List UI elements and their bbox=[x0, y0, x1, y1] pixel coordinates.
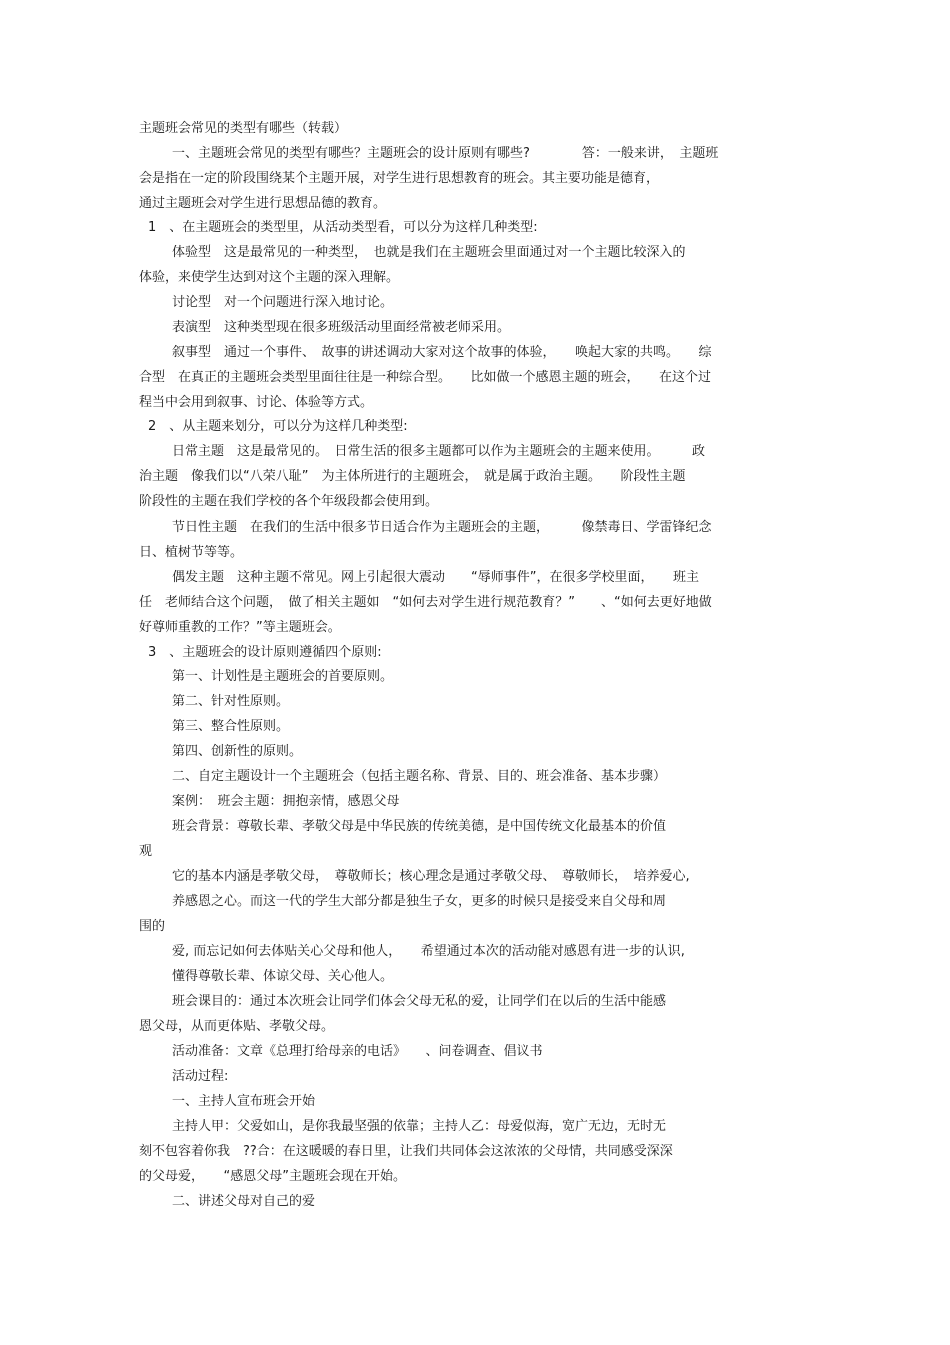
text-line: 案例： 班会主题：拥抱亲情，感恩父母 bbox=[172, 794, 400, 809]
text-line: 爱, 而忘记如何去体贴关心父母和他人， 希望通过本次的活动能对感恩有进一步的认识, bbox=[172, 944, 685, 959]
text-line: 体验，来使学生达到对这个主题的深入理解。 bbox=[139, 270, 400, 285]
text-line: 第一、计划性是主题班会的首要原则。 bbox=[172, 669, 394, 684]
text-line: 3 、主题班会的设计原则遵循四个原则: bbox=[148, 645, 382, 660]
text-line: 它的基本内涵是孝敬父母， 尊敬师长；核心理念是通过孝敬父母、 尊敬师长， 培养爱心, bbox=[172, 869, 690, 884]
text-line: 的父母爱， “感恩父母”主题班会现在开始。 bbox=[139, 1169, 406, 1184]
text-line: 活动过程: bbox=[172, 1069, 229, 1084]
text-line: 班会背景：尊敬长辈、孝敬父母是中华民族的传统美德，是中国传统文化最基本的价值 bbox=[172, 819, 667, 834]
text-line: 阶段性的主题在我们学校的各个年级段都会使用到。 bbox=[139, 494, 439, 509]
text-line: 讨论型 对一个问题进行深入地讨论。 bbox=[172, 295, 394, 310]
text-line: 围的 bbox=[139, 919, 166, 934]
text-line: 刻不包容着你我 ??合：在这暖暖的春日里，让我们共同体会这浓浓的父母情，共同感受深深 bbox=[139, 1144, 673, 1159]
text-line: 节日性主题 在我们的生活中很多节日适合作为主题班会的主题， 像禁毒日、学雷锋纪念 bbox=[172, 520, 712, 535]
text-line: 主持人甲：父爱如山，是你我最坚强的依靠；主持人乙：母爱似海，宽广无边，无时无 bbox=[172, 1119, 667, 1134]
text-line: 第二、针对性原则。 bbox=[172, 694, 290, 709]
text-line: 活动准备：文章《总理打给母亲的电话》 、问卷调查、倡议书 bbox=[172, 1044, 543, 1059]
text-line: 二、讲述父母对自己的爱 bbox=[172, 1194, 316, 1209]
text-line: 通过主题班会对学生进行思想品德的教育。 bbox=[139, 196, 387, 211]
text-line: 偶发主题 这种主题不常见。网上引起很大震动 “辱师事件”，在很多学校里面， 班主 bbox=[172, 570, 699, 585]
text-line: 第三、整合性原则。 bbox=[172, 719, 290, 734]
text-line: 观 bbox=[139, 844, 153, 859]
text-line: 恩父母，从而更体贴、孝敬父母。 bbox=[139, 1019, 335, 1034]
text-line: 1 、在主题班会的类型里，从活动类型看，可以分为这样几种类型: bbox=[148, 220, 538, 235]
text-line: 表演型 这种类型现在很多班级活动里面经常被老师采用。 bbox=[172, 320, 511, 335]
text-line: 二、自定主题设计一个主题班会（包括主题名称、背景、目的、班会准备、基本步骤） bbox=[172, 769, 667, 784]
text-line: 治主题 像我们以“八荣八耻” 为主体所进行的主题班会， 就是属于政治主题。 阶段性主题 bbox=[139, 469, 686, 484]
text-line: 2 、从主题来划分，可以分为这样几种类型: bbox=[148, 419, 408, 434]
text-line: 任 老师结合这个问题， 做了相关主题如 “如何去对学生进行规范教育？” 、“如何去更好地做 bbox=[139, 595, 712, 610]
text-line: 一、主题班会常见的类型有哪些？主题班会的设计原则有哪些? 答：一般来讲， 主题班 bbox=[172, 146, 719, 161]
text-line: 懂得尊敬长辈、体谅父母、关心他人。 bbox=[172, 969, 394, 984]
text-line: 会是指在一定的阶段围绕某个主题开展，对学生进行思想教育的班会。其主要功能是德育， bbox=[139, 171, 660, 186]
text-line: 叙事型 通过一个事件、 故事的讲述调动大家对这个故事的体验， 唤起大家的共鸣。 综 bbox=[172, 345, 712, 360]
text-line: 程当中会用到叙事、讨论、体验等方式。 bbox=[139, 395, 374, 410]
text-line: 合型 在真正的主题班会类型里面往往是一种综合型。 比如做一个感恩主题的班会， 在这个过 bbox=[139, 370, 712, 385]
document-title: 主题班会常见的类型有哪些（转载） bbox=[139, 121, 348, 136]
text-line: 一、主持人宣布班会开始 bbox=[172, 1094, 316, 1109]
text-line: 班会课目的：通过本次班会让同学们体会父母无私的爱，让同学们在以后的生活中能感 bbox=[172, 994, 667, 1009]
text-line: 日、植树节等等。 bbox=[139, 545, 244, 560]
text-line: 好尊师重教的工作？”等主题班会。 bbox=[139, 620, 341, 635]
text-line: 养感恩之心。而这一代的学生大部分都是独生子女，更多的时候只是接受来自父母和周 bbox=[172, 894, 667, 909]
text-line: 体验型 这是最常见的一种类型， 也就是我们在主题班会里面通过对一个主题比较深入的 bbox=[172, 245, 686, 260]
text-line: 第四、创新性的原则。 bbox=[172, 744, 303, 759]
text-line: 日常主题 这是最常见的。 日常生活的很多主题都可以作为主题班会的主题来使用。 政 bbox=[172, 444, 706, 459]
